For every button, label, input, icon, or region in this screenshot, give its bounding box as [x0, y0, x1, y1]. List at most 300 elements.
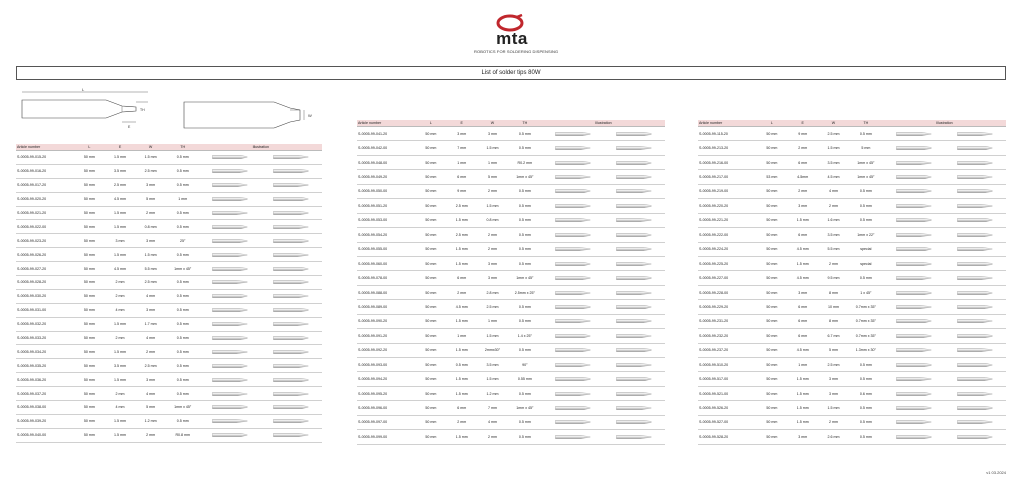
illustration-cell [200, 373, 322, 387]
length-L: 50 mm [416, 314, 447, 328]
solder-tip-icon [611, 218, 657, 222]
article-number: S-0005-99-021-20 [16, 206, 74, 220]
table-row [357, 155, 665, 169]
thickness-TH: 0.7mm x 35° [849, 329, 883, 343]
illustration [883, 348, 1006, 352]
article-number: S-0005-99-032-20 [16, 317, 74, 331]
solder-tip-icon [207, 336, 253, 340]
illustration-cell [883, 329, 1006, 343]
solder-tip-icon [207, 155, 253, 159]
illustration [542, 247, 665, 251]
table-row [357, 401, 665, 415]
length-L: 50 mm [757, 314, 788, 328]
thickness-TH: 0.5 mm [166, 151, 200, 165]
illustration-cell [200, 345, 322, 359]
table-row [698, 358, 1006, 372]
solder-tip-icon [611, 262, 657, 266]
solder-tip-icon [207, 378, 253, 382]
article-number: S-0005-99-091-20 [357, 329, 416, 343]
solder-tip-icon [611, 247, 657, 251]
thickness-TH: 0.5 mm [508, 430, 542, 444]
solder-tip-icon [611, 319, 657, 323]
thickness-TH: 0.7mm x 35° [849, 300, 883, 314]
table-row [357, 127, 665, 141]
solder-tip-icon [550, 204, 596, 208]
table-row [16, 401, 322, 415]
solder-tip-icon [268, 239, 314, 243]
tips-table-2 [357, 120, 665, 445]
article-number: S-0005-99-038-00 [16, 401, 74, 415]
length-L: 50 mm [416, 199, 447, 213]
article-number: S-0005-99-026-20 [16, 248, 74, 262]
illustration-cell [883, 127, 1006, 141]
solder-tip-icon [550, 146, 596, 150]
width-W: 2 mm [477, 228, 508, 242]
thickness-TH: 5 mm [849, 141, 883, 155]
illustration-cell [542, 141, 665, 155]
illustration-cell [542, 300, 665, 314]
table-row [698, 343, 1006, 357]
width-W: 1 mm [477, 314, 508, 328]
solder-tip-icon [268, 155, 314, 159]
width-W: 1.7 mm [135, 317, 166, 331]
table-row [698, 314, 1006, 328]
thickness-TH: 0.5 mm [166, 276, 200, 290]
length-L: 50 mm [74, 262, 105, 276]
length-E: 4.5 mm [787, 271, 818, 285]
table-row [698, 170, 1006, 184]
solder-tip-icon [207, 294, 253, 298]
solder-tip-icon [207, 280, 253, 284]
table-row [357, 170, 665, 184]
solder-tip-icon [550, 175, 596, 179]
illustration-cell [883, 415, 1006, 429]
illustration [200, 419, 322, 423]
length-L: 50 mm [74, 345, 105, 359]
length-L: 50 mm [416, 141, 447, 155]
table-row [698, 199, 1006, 213]
table-row [357, 271, 665, 285]
illustration-cell [542, 329, 665, 343]
illustration-cell [542, 242, 665, 256]
width-W: 3 mm [477, 256, 508, 270]
thickness-TH: 0.5 mm [508, 343, 542, 357]
thickness-TH: 0.5 mm [849, 401, 883, 415]
article-number: S-0005-99-017-20 [16, 178, 74, 192]
solder-tip-icon [207, 267, 253, 271]
thickness-TH: 0.5 mm [166, 345, 200, 359]
width-W: 6.7 mm [818, 329, 849, 343]
solder-tip-icon [891, 204, 937, 208]
length-L: 50 mm [416, 415, 447, 429]
width-W: 3.5 mm [818, 155, 849, 169]
length-E: 3.5 mm [105, 359, 136, 373]
illustration [200, 267, 322, 271]
solder-tip-icon [952, 377, 998, 381]
illustration [542, 175, 665, 179]
illustration [883, 305, 1006, 309]
length-E: 1.5 mm [787, 372, 818, 386]
width-W: 2.5 mm [135, 359, 166, 373]
illustration [542, 377, 665, 381]
thickness-TH: 1mm x 45° [849, 155, 883, 169]
illustration [200, 169, 322, 173]
thickness-TH: 1mm x 45° [508, 271, 542, 285]
table-row [16, 248, 322, 262]
header-illustration: Illustration [883, 120, 1006, 127]
illustration [200, 155, 322, 159]
article-number: S-0005-99-213-20 [698, 141, 757, 155]
article-number: S-0005-99-219-00 [698, 184, 757, 198]
table-row [16, 276, 322, 290]
illustration [542, 276, 665, 280]
solder-tip-icon [550, 406, 596, 410]
illustration-cell [883, 343, 1006, 357]
thickness-TH: 0.5 mm [508, 228, 542, 242]
illustration [542, 218, 665, 222]
thickness-TH: 0.5 mm [508, 141, 542, 155]
table-row [16, 178, 322, 192]
length-E: 1.5 mm [787, 415, 818, 429]
solder-tip-icon [550, 132, 596, 136]
width-W: 1.5 mm [477, 372, 508, 386]
table-row [16, 303, 322, 317]
length-E: 1.5 mm [105, 206, 136, 220]
solder-tip-icon [268, 336, 314, 340]
tip-top-diagram [182, 100, 322, 130]
article-number: S-0005-99-048-00 [357, 155, 416, 169]
width-W: 4 mm [477, 415, 508, 429]
length-L: 50 mm [416, 329, 447, 343]
illustration [200, 405, 322, 409]
illustration [883, 161, 1006, 165]
illustration [883, 247, 1006, 251]
table-row [698, 329, 1006, 343]
illustration-cell [542, 170, 665, 184]
table-row [357, 242, 665, 256]
solder-tip-icon [891, 161, 937, 165]
length-E: 2 mm [446, 415, 477, 429]
solder-tip-icon [268, 183, 314, 187]
article-number: S-0005-99-033-20 [16, 331, 74, 345]
illustration [200, 294, 322, 298]
thickness-TH: 0.5 mm [166, 414, 200, 428]
thickness-TH: 1 mm [166, 192, 200, 206]
length-E: 1.5 mm [787, 256, 818, 270]
illustration-cell [542, 386, 665, 400]
table-row [357, 300, 665, 314]
length-E: 4 mm [105, 303, 136, 317]
table-row [16, 359, 322, 373]
illustration [200, 364, 322, 368]
length-L: 50 mm [74, 164, 105, 178]
length-L: 50 mm [757, 401, 788, 415]
article-number: S-0005-99-228-00 [698, 285, 757, 299]
length-L: 50 mm [74, 373, 105, 387]
illustration-cell [200, 151, 322, 165]
length-L: 50 mm [74, 359, 105, 373]
illustration-cell [883, 358, 1006, 372]
article-number: S-0005-99-054-20 [357, 228, 416, 242]
thickness-TH: 0.5 mm [849, 271, 883, 285]
thickness-TH: 2.5mm x 25° [508, 285, 542, 299]
article-number: S-0005-99-028-20 [16, 276, 74, 290]
article-number: S-0005-99-227-00 [698, 271, 757, 285]
illustration [200, 350, 322, 354]
solder-tip-icon [891, 146, 937, 150]
length-E: 6 mm [446, 401, 477, 415]
length-E: 1.5 mm [105, 428, 136, 442]
article-number: S-0005-99-041-20 [357, 127, 416, 141]
illustration [883, 392, 1006, 396]
length-E: 6 mm [446, 271, 477, 285]
length-L: 50 mm [416, 285, 447, 299]
illustration-cell [542, 256, 665, 270]
illustration [542, 189, 665, 193]
header-L: L [416, 120, 447, 127]
solder-tip-icon [891, 218, 937, 222]
solder-tip-icon [550, 247, 596, 251]
width-W: 3 mm [818, 386, 849, 400]
length-L: 50 mm [757, 127, 788, 141]
solder-tip-icon [952, 262, 998, 266]
solder-tip-icon [952, 348, 998, 352]
illustration [883, 276, 1006, 280]
solder-tip-icon [611, 175, 657, 179]
solder-tip-icon [952, 175, 998, 179]
illustration-cell [542, 213, 665, 227]
table-row [698, 300, 1006, 314]
width-W: 1.5 mm [135, 248, 166, 262]
solder-tip-icon [268, 378, 314, 382]
length-E: 3 mm [787, 199, 818, 213]
article-number: S-0005-99-036-20 [16, 373, 74, 387]
illustration-cell [200, 401, 322, 415]
length-E: 3 mm [105, 234, 136, 248]
table-row [357, 343, 665, 357]
length-E: 2.5 mm [446, 199, 477, 213]
illustration-cell [883, 141, 1006, 155]
solder-tip-icon [611, 348, 657, 352]
length-E: 4.5 mm [105, 262, 136, 276]
illustration [542, 161, 665, 165]
solder-tip-icon [550, 218, 596, 222]
solder-tip-icon [550, 233, 596, 237]
length-L: 50 mm [757, 199, 788, 213]
solder-tip-icon [550, 305, 596, 309]
illustration-cell [542, 228, 665, 242]
illustration-cell [883, 170, 1006, 184]
length-E: 1.5 mm [446, 242, 477, 256]
illustration [542, 420, 665, 424]
solder-tip-icon [611, 334, 657, 338]
illustration-cell [200, 303, 322, 317]
table-row [16, 387, 322, 401]
illustration [542, 233, 665, 237]
solder-tip-icon [891, 319, 937, 323]
length-L: 50 mm [74, 248, 105, 262]
solder-tip-icon [891, 363, 937, 367]
article-number: S-0005-99-016-20 [16, 164, 74, 178]
illustration-cell [542, 358, 665, 372]
illustration-cell [883, 256, 1006, 270]
article-number: S-0005-99-023-20 [16, 234, 74, 248]
width-W: 1.5 mm [477, 141, 508, 155]
length-E: 2 mm [446, 285, 477, 299]
solder-tip-icon [207, 322, 253, 326]
solder-tip-icon [611, 420, 657, 424]
solder-tip-icon [207, 253, 253, 257]
thickness-TH: special [849, 256, 883, 270]
article-number: S-0005-99-051-20 [357, 199, 416, 213]
article-number: S-0005-99-096-00 [357, 401, 416, 415]
illustration [542, 319, 665, 323]
header-E: E [105, 144, 136, 151]
solder-tip-icon [268, 308, 314, 312]
illustration-cell [200, 317, 322, 331]
solder-tip-icon [611, 377, 657, 381]
width-W: 5 mm [477, 170, 508, 184]
article-number: S-0005-99-088-00 [357, 285, 416, 299]
thickness-TH: R0.8 mm [166, 428, 200, 442]
article-number: S-0005-99-095-20 [357, 386, 416, 400]
article-number: S-0005-99-089-00 [357, 300, 416, 314]
table-row [16, 262, 322, 276]
article-number: S-0005-99-099-00 [357, 430, 416, 444]
solder-tip-icon [891, 189, 937, 193]
width-W: 0.8 mm [477, 213, 508, 227]
solder-tip-icon [268, 267, 314, 271]
illustration [883, 233, 1006, 237]
solder-tip-icon [611, 233, 657, 237]
illustration [883, 291, 1006, 295]
illustration-cell [200, 262, 322, 276]
illustration [542, 262, 665, 266]
length-E: 1.5 mm [105, 317, 136, 331]
length-L: 50 mm [74, 414, 105, 428]
length-L: 50 mm [416, 372, 447, 386]
thickness-TH: 0.5 mm [166, 220, 200, 234]
thickness-TH: 1mm x 45° [849, 170, 883, 184]
illustration-cell [542, 415, 665, 429]
solder-tip-icon [268, 294, 314, 298]
illustration [542, 363, 665, 367]
length-E: 1.5 mm [446, 314, 477, 328]
length-L: 50 mm [416, 343, 447, 357]
illustration [542, 334, 665, 338]
width-W: 2 mm [135, 428, 166, 442]
length-L: 50 mm [416, 170, 447, 184]
length-E: 4.5 mm [105, 192, 136, 206]
article-number: S-0005-99-232-20 [698, 329, 757, 343]
width-W: 2 mm [135, 206, 166, 220]
illustration [883, 146, 1006, 150]
illustration [200, 378, 322, 382]
solder-tip-icon [268, 433, 314, 437]
article-number: S-0005-99-015-20 [16, 151, 74, 165]
thickness-TH: 0.5 mm [508, 199, 542, 213]
table-row [16, 317, 322, 331]
width-W: 1.5 mm [818, 401, 849, 415]
length-L: 50 mm [74, 192, 105, 206]
length-L: 50 mm [757, 256, 788, 270]
solder-tip-icon [268, 253, 314, 257]
length-L: 50 mm [757, 372, 788, 386]
solder-tip-icon [207, 183, 253, 187]
header-E: E [446, 120, 477, 127]
illustration [883, 132, 1006, 136]
diagram-label-W: W [308, 113, 312, 118]
solder-tip-icon [207, 211, 253, 215]
illustration [883, 420, 1006, 424]
article-number: S-0005-99-092-20 [357, 343, 416, 357]
thickness-TH: 0.5 mm [508, 415, 542, 429]
header-E: E [787, 120, 818, 127]
illustration [200, 322, 322, 326]
thickness-TH: 1mm x 45° [166, 401, 200, 415]
diagram-label-TH: TH [140, 108, 145, 112]
width-W: 3 mm [477, 271, 508, 285]
thickness-TH: 25° [166, 234, 200, 248]
width-W: 8 mm [818, 314, 849, 328]
solder-tip-icon [611, 435, 657, 439]
illustration-cell [542, 271, 665, 285]
table-row [357, 329, 665, 343]
length-E: 6 mm [787, 228, 818, 242]
thickness-TH: 1mm x 22° [849, 228, 883, 242]
width-W: 2 mm [818, 256, 849, 270]
article-number: S-0005-99-030-20 [16, 289, 74, 303]
table-row [357, 285, 665, 299]
length-E: 3 mm [446, 127, 477, 141]
solder-tip-icon [550, 392, 596, 396]
width-W: 2.5 mm [135, 164, 166, 178]
thickness-TH: 0.7mm x 35° [849, 314, 883, 328]
illustration-cell [883, 199, 1006, 213]
solder-tip-icon [268, 405, 314, 409]
length-E: 1 mm [446, 329, 477, 343]
illustration [883, 204, 1006, 208]
tip-side-diagram [18, 86, 158, 130]
width-W: 4 mm [135, 387, 166, 401]
solder-tip-icon [207, 308, 253, 312]
illustration-cell [883, 401, 1006, 415]
length-L: 50 mm [757, 141, 788, 155]
length-L: 50 mm [74, 151, 105, 165]
thickness-TH: 0.5 mm [166, 317, 200, 331]
header-W: W [135, 144, 166, 151]
header-illustration: Illustration [542, 120, 665, 127]
length-E: 6 mm [787, 314, 818, 328]
length-L: 50 mm [74, 234, 105, 248]
header-L: L [757, 120, 788, 127]
length-L: 50 mm [416, 127, 447, 141]
length-L: 50 mm [416, 401, 447, 415]
table-row [357, 358, 665, 372]
length-E: 1.5 mm [446, 343, 477, 357]
article-number: S-0005-99-229-20 [698, 300, 757, 314]
length-E: 1.5 mm [446, 372, 477, 386]
illustration [883, 175, 1006, 179]
article-number: S-0005-99-517-00 [698, 372, 757, 386]
width-W: 5 mm [818, 343, 849, 357]
illustration-cell [200, 359, 322, 373]
illustration [542, 132, 665, 136]
article-number: S-0005-99-055-00 [357, 242, 416, 256]
table-row [357, 415, 665, 429]
table-row [698, 155, 1006, 169]
length-L: 50 mm [74, 401, 105, 415]
